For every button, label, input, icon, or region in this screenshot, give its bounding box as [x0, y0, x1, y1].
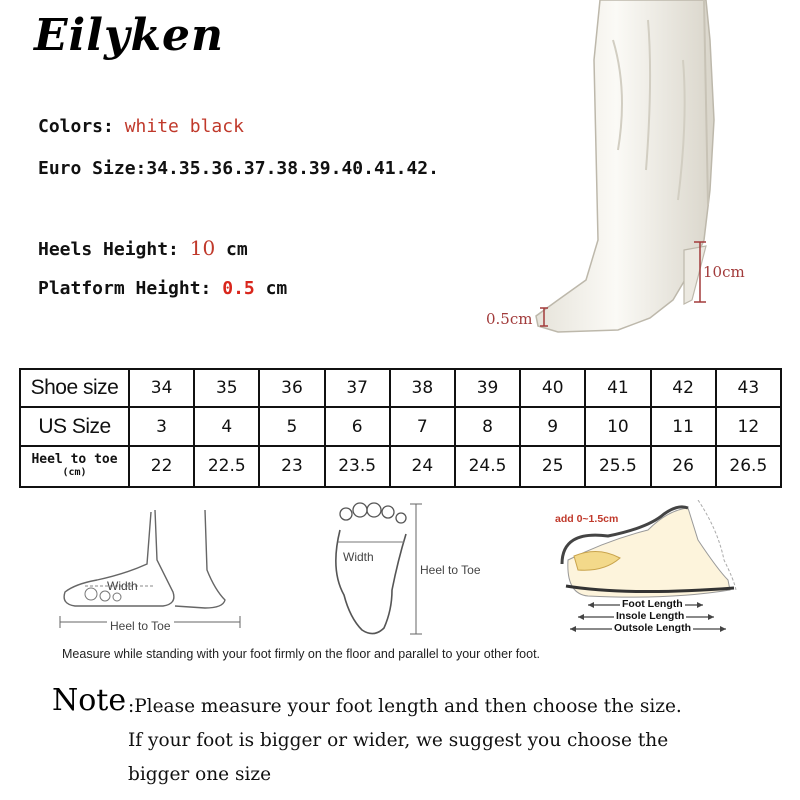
table-cell: 38: [390, 369, 455, 407]
euro-size-spec: [38, 158, 439, 179]
heel-dimension-label: 10cm: [703, 263, 745, 281]
platform-height-unit: cm: [265, 278, 288, 299]
row-header-us-size: US Size: [20, 407, 129, 445]
side-width-label: Width: [107, 579, 138, 593]
foot-length-label: Foot Length: [622, 598, 683, 610]
row-header-heel-to-toe: [20, 446, 129, 487]
table-cell: 24.5: [455, 446, 520, 487]
table-cell: 25: [520, 446, 585, 487]
table-row-shoe-size: [20, 369, 781, 407]
table-cell: 42: [651, 369, 716, 407]
table-cell: 4: [194, 407, 259, 445]
table-cell: 24: [390, 446, 455, 487]
table-cell: 40: [520, 369, 585, 407]
platform-height-value: 0.5: [222, 278, 255, 299]
note-line-2: If your foot is bigger or wider, we suggest you choose the: [128, 730, 669, 751]
heel-to-toe-unit: (cm): [62, 467, 87, 479]
table-cell: 26: [651, 446, 716, 487]
table-cell: 43: [716, 369, 781, 407]
table-cell: 41: [585, 369, 650, 407]
table-cell: 22: [129, 446, 194, 487]
row-header-shoe-size: Shoe size: [20, 369, 129, 407]
colors-label: Colors:: [38, 116, 114, 137]
table-row-heel-to-toe: [20, 446, 781, 487]
outsole-length-label: Outsole Length: [614, 622, 691, 634]
foot-sole-diagram: [318, 500, 428, 640]
table-cell: 26.5: [716, 446, 781, 487]
platform-height-spec: [38, 278, 287, 299]
boot-image: [478, 0, 798, 345]
side-heel-to-toe-label: Heel to Toe: [107, 619, 174, 633]
measure-instruction: Measure while standing with your foot firmly on the floor and parallel to your other foot.: [62, 647, 541, 661]
table-cell: 6: [325, 407, 390, 445]
heel-height-unit: cm: [226, 239, 248, 260]
euro-size-label: Euro Size:: [38, 158, 147, 179]
table-cell: 39: [455, 369, 520, 407]
table-cell: 9: [520, 407, 585, 445]
table-cell: 12: [716, 407, 781, 445]
table-cell: 8: [455, 407, 520, 445]
heel-height-spec: [38, 236, 248, 260]
heel-height-value: 10: [189, 236, 216, 260]
colors-value: white black: [124, 116, 244, 137]
size-chart-table: [19, 368, 782, 488]
table-cell: 37: [325, 369, 390, 407]
note-heading: Note: [52, 683, 127, 718]
table-cell: 34: [129, 369, 194, 407]
table-cell: 36: [259, 369, 324, 407]
add-length-label: add 0~1.5cm: [555, 513, 619, 525]
colors-spec: [38, 116, 244, 137]
table-cell: 7: [390, 407, 455, 445]
table-cell: 22.5: [194, 446, 259, 487]
platform-height-label: Platform Height:: [38, 278, 212, 299]
table-cell: 23: [259, 446, 324, 487]
heel-to-toe-label: Heel to toe: [31, 452, 118, 468]
sole-heel-to-toe-label: Heel to Toe: [420, 563, 481, 577]
table-cell: 35: [194, 369, 259, 407]
note-line-1: :Please measure your foot length and then choose the size.: [128, 696, 682, 717]
note-line-3: bigger one size: [128, 764, 272, 785]
brand-logo: Eilyken: [34, 10, 225, 61]
table-cell: 3: [129, 407, 194, 445]
table-cell: 5: [259, 407, 324, 445]
sole-width-label: Width: [343, 550, 374, 564]
euro-size-value: 34.35.36.37.38.39.40.41.42.: [146, 158, 439, 179]
table-cell: 23.5: [325, 446, 390, 487]
table-cell: 25.5: [585, 446, 650, 487]
platform-dimension-label: 0.5cm: [486, 310, 533, 328]
table-row-us-size: [20, 407, 781, 445]
table-cell: 11: [651, 407, 716, 445]
table-cell: 10: [585, 407, 650, 445]
heel-height-label: Heels Height:: [38, 239, 179, 260]
insole-length-label: Insole Length: [616, 610, 685, 622]
